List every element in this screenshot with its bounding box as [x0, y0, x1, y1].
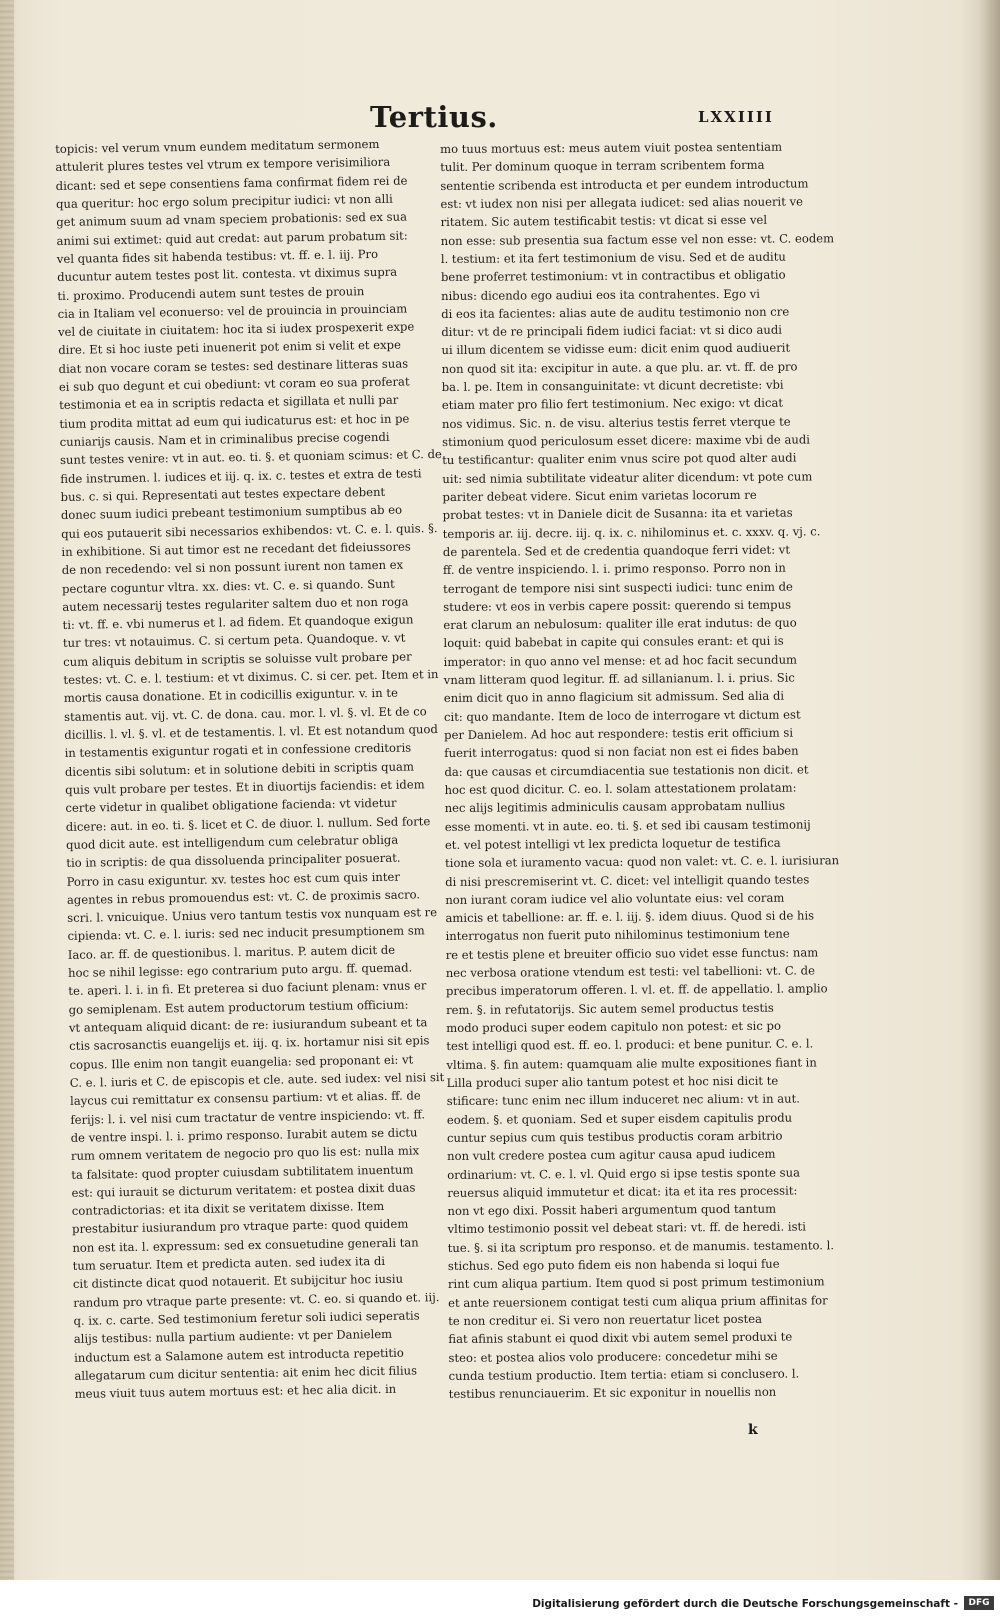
text-line: fuerit interrogatus: quod si non faciat non est ei fides baben	[444, 743, 799, 761]
text-line: sunt testes venire: vt in aut. eo. ti. §. et quoniam scimus: et C. de	[59, 447, 442, 468]
text-line: erat clarum an nebulosum: qualiter ille erat indutus: de quo	[443, 615, 797, 633]
text-line: bene proferret testimonium: vt in contractibus et obligatio	[440, 267, 786, 285]
text-line: tur tres: vt notauimus. C. si certum peta. Quandoque. v. vt	[62, 630, 406, 651]
text-line: te. aperi. l. i. in fi. Et preterea si duo faciunt plenam: vnus er	[68, 978, 427, 999]
text-line: qua queritur: hoc ergo solum precipitur iudici: vt non alli	[55, 191, 393, 211]
text-line: stamentis aut. vij. vt. C. de dona. cau. mor. l. vl. §. vl. Et de co	[63, 703, 427, 724]
text-line: probat testes: vt in Daniele dicit de Susanna: ita et varietas	[442, 505, 793, 523]
text-line: nibus: dicendo ego audiui eos ita contrahentes. Ego vi	[441, 286, 761, 303]
text-line: vnam litteram quod legitur. ff. ad sillanianum. l. i. prius. Sic	[443, 670, 795, 688]
text-line: dicentis sibi solutum: et in solutione debiti in scriptis quam	[64, 759, 415, 779]
page-gutter-shadow	[978, 0, 1000, 1580]
signature-mark: k	[748, 1422, 758, 1438]
text-line: pectare coguntur vltra. xx. dies: vt. C. e. si quando. Sunt	[61, 576, 395, 596]
text-line: nec alijs legitimis adminiculis causam approbatam nullius	[444, 798, 786, 816]
text-line: attulerit plures testes vel vtrum ex tempore verisimiliora	[55, 155, 391, 175]
text-line: allegatarum cum dicitur sententia: ait enim hec dicit filius	[74, 1363, 418, 1383]
text-line: cit: quo mandante. Item de loco de interrogare vt dictum est	[443, 707, 801, 724]
text-line: tulit. Per dominum quoque in terram scribentem forma	[440, 158, 765, 175]
text-line: fide instrumen. l. iudices et iij. q. ix. c. testes et extra de testi	[60, 465, 422, 486]
text-line: vel de ciuitate in ciuitatem: hoc ita si iudex prospexerit expe	[57, 319, 415, 340]
text-line: studere: vt eos in verbis capere possit: querendo si tempus	[443, 597, 792, 614]
text-line: hoc se nihil legisse: ego contrarium puto argu. ff. quemad.	[67, 960, 413, 980]
text-line: ei sub quo degunt et cui obediunt: vt coram eo sua proferat	[58, 374, 410, 395]
text-line: Iaco. ar. ff. de questionibus. l. maritus. P. autem dicit de	[67, 942, 396, 962]
text-line: pariter debeat videre. Sicut enim varietas locorum re	[442, 487, 757, 504]
text-line: cum aliquis debitum in scriptis se soluisse vult probare per	[63, 649, 412, 669]
text-line: ui illum dicentem se vidisse eum: dicit enim quod audiuerit	[441, 340, 791, 358]
text-line: etiam mater pro filio fert testimonium. Nec exigo: vt dicat	[441, 395, 784, 413]
text-line: agentes in rebus promouendus est: vt. C. de proximis sacro.	[66, 887, 421, 907]
text-line: terrogant de tempore nisi sint suspecti iudici: tunc enim de	[443, 579, 793, 596]
text-line: enim dicit quo in anno flagicium sit admissum. Sed alia di	[443, 688, 785, 706]
text-line: test intelligi quod est. ff. eo. l. produci: et bene punitur. C. e. l.	[446, 1036, 814, 1054]
text-line: nos vidimus. Sic. n. de visu. alterius testis ferret vterque te	[441, 414, 791, 431]
text-line: ferijs: l. i. vel nisi cum tractatur de ventre inspiciendo: vt. ff.	[70, 1106, 426, 1127]
text-line: ditur: vt de re principali fidem iudici faciat: vt si dico audi	[441, 322, 782, 340]
text-line: esse momenti. vt in aute. eo. ti. §. et sed ibi causam testimonij	[444, 816, 811, 834]
text-line: quod dicit aute. est intelligendum cum celebratur obliga	[65, 832, 399, 852]
text-line: tium prodita mittat ad eum qui iudicaturus est: et hoc in pe	[59, 411, 410, 431]
text-line: et. vel potest intelligi vt lex predicta loquetur de testifica	[444, 835, 781, 852]
text-line: amicis et tabellione: ar. ff. e. l. iij. §. idem diuus. Quod si de his	[445, 908, 815, 926]
text-line: donec suum iudici prebeant testimonium sumptibus ab eo	[60, 502, 403, 523]
text-line: in exhibitione. Si aut timor est ne recedant det fideiussores	[61, 539, 411, 559]
text-line: cuntur sepius cum quis testibus productis coram arbitrio	[446, 1128, 783, 1145]
text-line: precibus imperatorum offeren. l. vl. et. ff. de appellatio. l. amplio	[445, 981, 828, 999]
text-line: rum omnem veritatem de negocio pro quo lis est: nulla mix	[70, 1143, 420, 1164]
text-line: non esse: sub presentia sua factum esse vel non esse: vt. C. eodem	[440, 230, 835, 248]
text-line: quis vult probare per testes. Et in diuortijs faciendis: et idem	[65, 777, 425, 797]
text-line: dicere: aut. in eo. ti. §. licet et C. de diuor. l. nullum. Sed forte	[65, 813, 431, 834]
text-line: dire. Et si hoc iuste peti inuenerit pot enim si velit et expe	[58, 338, 402, 358]
text-line: ff. de ventre inspiciendo. l. i. primo responso. Porro non in	[442, 560, 786, 578]
text-line: ba. l. pe. Item in consanguinitate: vt dicunt decretiste: vbi	[441, 377, 784, 395]
text-line: diat non vocare coram se testes: sed destinare litteras suas	[58, 356, 409, 376]
running-head: Tertius.	[370, 100, 498, 134]
text-line: cia in Italiam vel econuerso: vel de prouincia in prouinciam	[57, 301, 408, 321]
text-line: re et testis plene et breuiter officio suo videt esse functus: nam	[445, 945, 819, 962]
text-line: stificare: tunc enim nec illum induceret nec alium: vt in aut.	[446, 1091, 801, 1109]
text-line: imperator: in quo anno vel mense: et ad hoc facit secundum	[443, 652, 798, 669]
text-line: da: que causas et circumdiacentia sue testationis non dicit. et	[444, 762, 809, 779]
text-line: randum pro vtraque parte presente: vt. C. eo. si quando et. iij.	[73, 1289, 440, 1310]
text-line: cuniarijs causis. Nam et in criminalibus precise cogendi	[59, 429, 390, 449]
text-line: scri. l. vnicuique. Unius vero tantum testis vox nunquam est re	[67, 905, 438, 926]
text-line: ctis sacrosanctis euangelijs et. iij. q. ix. hortamur nisi sit epis	[69, 1033, 430, 1054]
text-line: dicillis. l. vl. §. vl. et de testamentis. l. vl. Et est notandum quod	[64, 722, 438, 742]
text-line: copus. Ille enim non tangit euangelia: sed proponant ei: vt	[69, 1052, 414, 1072]
text-line: rint cum aliqua partium. Item quod si post primum testimonium	[447, 1274, 825, 1292]
text-line: prestabitur iusiurandum pro vtraque parte: quod quidem	[72, 1217, 409, 1237]
text-line: modo produci super eodem capitulo non potest: et sic po	[446, 1018, 781, 1035]
text-line: de ventre inspi. l. i. primo responso. Iurabit autem se dictu	[70, 1125, 418, 1145]
text-line: cunda testium productio. Item tertia: etiam si conclusero. l.	[448, 1366, 800, 1383]
text-line: vltima. §. fin autem: quamquam alie multe expositiones fiant in	[446, 1055, 817, 1072]
text-line: di eos ita facientes: alias aute de auditu testimonio non cre	[441, 304, 790, 321]
right-text-column	[440, 138, 840, 1404]
text-line: loquit: quid babebat in capite qui consules erant: et qui is	[443, 634, 784, 651]
text-line: ducuntur autem testes post lit. contesta. vt diximus supra	[57, 264, 398, 285]
text-line: tu testificantur: qualiter enim vnus scire pot quod alter audi	[442, 450, 797, 468]
text-line: Lilla produci super alio tantum potest et hoc nisi dicit te	[446, 1073, 779, 1090]
text-line: inductum est a Salamone autem est introducta repetitio	[74, 1345, 404, 1365]
text-line: cit distincte dicat quod notauerit. Et subijcitur hoc iusiu	[72, 1272, 404, 1292]
text-line: non vt ego dixi. Possit haberi argumentum quod tantum	[447, 1201, 777, 1219]
text-line: non iurant coram iudice vel alio voluntate eius: vel coram	[445, 890, 785, 907]
folio-number: LXXIIII	[698, 108, 774, 126]
text-line: non quod sit ita: excipitur in aute. a que plu. ar. vt. ff. de pro	[441, 359, 798, 376]
text-line: tue. §. si ita scriptum pro responso. et de manumis. testamento. l.	[447, 1238, 835, 1255]
text-line: ti: vt. ff. e. vbi numerus et l. ad fidem. Et quandoque exigun	[62, 612, 414, 633]
text-line: nec verbosa oratione vtendum est testi: vel tabellioni: vt. C. de	[445, 963, 815, 981]
text-line: topicis: vel verum vnum eundem meditatum sermonem	[55, 136, 380, 156]
text-line: non est ita. l. expressum: sed ex consuetudine generali tan	[72, 1235, 419, 1255]
text-line: reuersus aliquid immutetur et dicat: ita et ita res processit:	[447, 1183, 798, 1200]
text-line: stimonium quod periculosum esset dicere: maxime vbi de audi	[442, 432, 810, 449]
text-line: get animum suum ad vnam speciem probationis: sed ex sua	[56, 209, 408, 230]
text-line: meus viuit tuus autem mortuus est: et hec alia dicit. in	[74, 1382, 397, 1402]
text-line: mortis causa donatione. Et in codicillis exiguntur. v. in te	[63, 686, 398, 706]
left-text-column	[55, 135, 445, 1404]
text-line: steo: et postea alios volo producere: concedetur mihi se	[448, 1348, 778, 1365]
text-line: bus. c. si qui. Representati aut testes expectare debent	[60, 484, 386, 504]
text-line: ordinarium: vt. C. e. l. vl. Quid ergo si ipse testis sponte sua	[447, 1165, 801, 1182]
text-line: di nisi prescremiserint vt. C. dicet: vel intelligit quando testes	[445, 871, 810, 889]
text-line: eodem. §. et quoniam. Sed et super eisdem capitulis produ	[446, 1110, 793, 1127]
text-line: ta falsitate: quod propter cuiusdam subtilitatem inuentum	[71, 1161, 414, 1182]
footer-bar	[0, 1580, 1000, 1617]
dfg-logo: DFG	[964, 1596, 994, 1610]
text-line: qui eos putauerit sibi necessarios exhibendos: vt. C. e. l. quis. §.	[61, 520, 438, 541]
text-line: sententie scribenda est introducta et per eundem introductum	[440, 176, 809, 193]
text-line: vt antequam aliquid dicant: de re: iusiurandum subeant et ta	[68, 1015, 428, 1035]
text-line: cipienda: vt. C. e. l. iuris: sed nec inducit presumptionem sm	[67, 923, 425, 944]
text-line: testibus renunciauerim. Et sic exponitur in nouellis non	[448, 1384, 777, 1402]
text-line: tione sola et iuramento vacua: quod non valet: vt. C. e. l. iurisiuran	[444, 853, 840, 871]
text-line: vltimo testimonio possit vel debeat stari: vt. ff. de heredi. isti	[447, 1219, 806, 1237]
page-stack-edge	[0, 0, 14, 1580]
text-line: testes: vt. C. e. l. testium: et vt diximus. C. si cer. pet. Item et in	[63, 667, 439, 687]
text-line: rem. §. in refutatorijs. Sic autem semel productus testis	[446, 1000, 774, 1017]
text-line: stichus. Sed ego puto fidem eis non habenda si loqui fue	[447, 1256, 780, 1274]
text-line: hoc est quod dicitur. C. eo. l. solam attestationem prolatam:	[444, 780, 797, 797]
text-line: fiat afinis stabunt ei quod dixit vbi autem semel produxi te	[448, 1329, 793, 1347]
text-line: temporis ar. iij. decre. iij. q. ix. c. nihilominus et. c. xxxv. q. vj. c.	[442, 523, 821, 541]
text-line: mo tuus mortuus est: meus autem viuit postea sententiam	[440, 139, 783, 156]
text-line: interrogatus non fuerit puto nihilominus testimonium tene	[445, 927, 790, 944]
text-line: C. e. l. iuris et C. de episcopis et cle. aute. sed iudex: vel nisi sit	[69, 1069, 445, 1090]
text-line: uit: sed nimia subtilitate videatur aliter dicendum: vt pote cum	[442, 469, 813, 486]
text-line: go semiplenam. Est autem productorum testium officium:	[68, 997, 409, 1017]
text-line: et ante reuersionem contigat testi cum aliqua prium affinitas for	[448, 1293, 828, 1310]
text-line: dicant: sed et sepe consentiens fama confirmat fidem rei de	[55, 173, 408, 193]
funding-credit: Digitalisierung gefördert durch die Deutsche Forschungsgemeinschaft -	[532, 1598, 958, 1610]
text-line: de parentela. Sed et de credentia quandoque ferri videt: vt	[442, 542, 791, 559]
text-line: Porro in casu exiguntur. xv. testes hoc est cum quis inter	[66, 869, 400, 889]
text-line: in testamentis exiguntur rogati et in confessione creditoris	[64, 740, 412, 761]
text-line: certe videtur in qualibet obligatione facienda: vt videtur	[65, 795, 397, 816]
text-line: tio in scriptis: de qua dissoluenda principaliter posuerat.	[66, 850, 401, 871]
text-line: vel quanta fides sit habenda testibus: vt. ff. e. l. iij. Pro	[56, 246, 379, 266]
text-line: alijs testibus: nulla partium audiente: vt per Danielem	[73, 1327, 393, 1347]
text-line: te non creditur ei. Si vero non reuertatur licet postea	[448, 1311, 763, 1328]
text-line: autem necessarij testes regulariter saltem duo et non roga	[62, 594, 409, 614]
text-line: ti. proximo. Producendi autem sunt testes de prouin	[57, 283, 365, 303]
text-line: tum seruatur. Item et predicta auten. sed iudex ita di	[72, 1254, 386, 1273]
text-line: ritatem. Sic autem testificabit testis: vt dicat si esse vel	[440, 212, 768, 230]
text-line: testimonia et ea in scriptis redacta et sigillata et nulli par	[59, 393, 399, 413]
text-line: l. testium: et ita fert testimonium de visu. Sed et de auditu	[440, 249, 786, 266]
text-line: animi sui extimet: quid aut credat: aut parum probatum sit:	[56, 228, 408, 248]
text-line: per Danielem. Ad hoc aut respondere: testis erit officium si	[444, 725, 794, 742]
text-line: non vult credere postea cum agitur causa apud iudicem	[447, 1146, 776, 1164]
text-line: laycus cui remittatur ex consensu partium: vt et alias. ff. de	[69, 1088, 421, 1109]
text-line: de non recedendo: vel si non possunt iurent non tamen ex	[61, 557, 404, 578]
text-line: est: vt iudex non nisi per allegata iudicet: sed alias nouerit ve	[440, 194, 804, 211]
text-line: contradictorias: et ita dixit se veritatem dixisse. Item	[71, 1199, 385, 1218]
text-line: q. ix. c. carte. Sed testimonium feretur soli iudici seperatis	[73, 1308, 420, 1328]
text-line: est: qui iurauit se dicturum veritatem: et postea dixit duas	[71, 1180, 416, 1200]
